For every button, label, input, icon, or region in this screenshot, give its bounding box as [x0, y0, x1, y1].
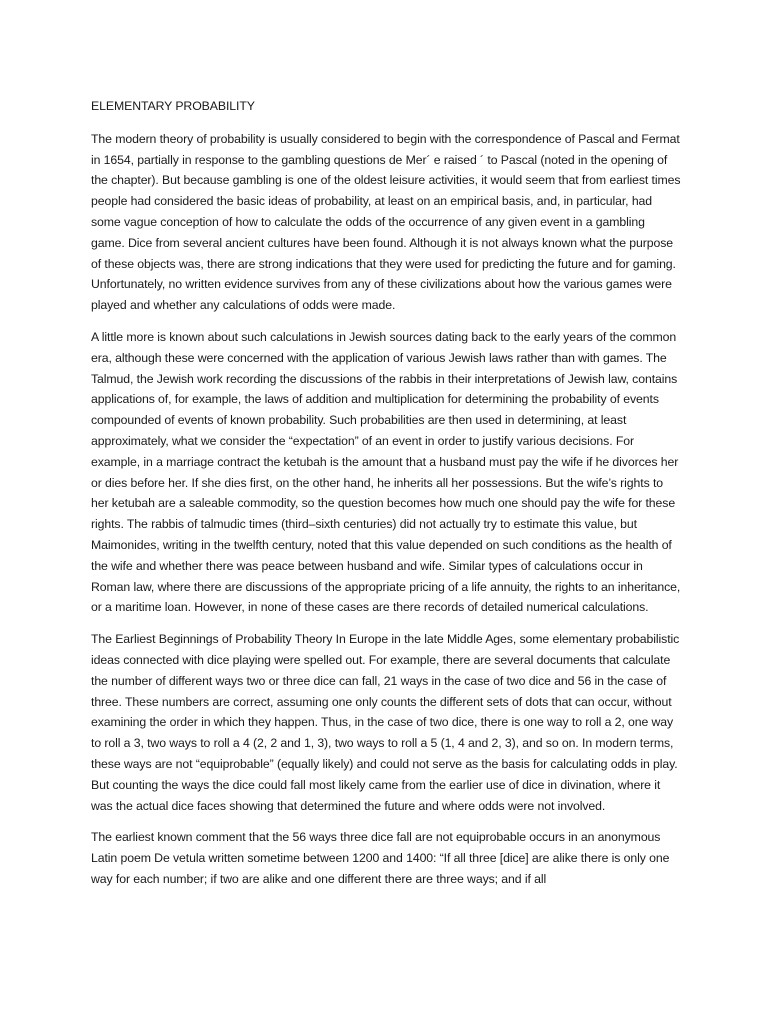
paragraph-earliest-beginnings: The Earliest Beginnings of Probability Theory In Europe in the late Middle Ages, some elementary probabilistic ideas connected with dice playing were spelled out. For example, there are several documents that calculate the number of different ways two or three dice can fall, 21 ways in the case of two dice and 56 in the case of three. These numbers are correct, assuming one only counts the different sets of dots that can occur, without examining the order in which they happen. Thus, in the case of two dice, there is one way to roll a 2, one way to roll a 3, two ways to roll a 4 (2, 2 and 1, 3), two ways to roll a 5 (1, 4 and 2, 3), and so on. In modern terms, these ways are not “equiprobable” (equally likely) and could not serve as the basis for calculating odds in play. But counting the ways the dice could fall most likely came from the earlier use of dice in divination, where it was the actual dice faces showing that determined the future and where odds were not involved.: [91, 632, 680, 813]
paragraph-jewish-sources: A little more is known about such calculations in Jewish sources dating back to the early years of the common era, although these were concerned with the application of various Jewish laws rather than with games. The Talmud, the Jewish work recording the discussions of the rabbis in their interpretations of Jewish law, contains applications of, for example, the laws of addition and multiplication for determining the probability of events compounded of events of known probability. Such probabilities are then used in determining, at least approximately, what we consider the “expectation” of an event in order to justify various decisions. For example, in a marriage contract the ketubah is the amount that a husband must pay the wife if he divorces her or dies before her. If she dies first, on the other hand, he inherits all her possessions. But the wife’s rights to her ketubah are a saleable commodity, so the question becomes how much one should pay the wife for these rights. The rabbis of talmudic times (third–sixth centuries) did not actually try to estimate this value, but Maimonides, writing in the twelfth century, noted that this value depended on such conditions as the health of the wife and whether there was peace between husband and wife. Similar types of calculations occur in Roman law, where there are discussions of the appropriate pricing of a life annuity, the rights to an inheritance, or a maritime loan. However, in none of these cases are there records of detailed numerical calculations.: [91, 329, 681, 615]
document-title: ELEMENTARY PROBABILITY: [91, 99, 255, 113]
document-page: [91, 96, 681, 901]
paragraph-origins: The modern theory of probability is usually considered to begin with the correspondence of Pascal and Fermat in 1654, partially in response to the gambling questions de Mer´ e raised ´ to Pascal (noted in the opening of the chapter). But because gambling is one of the oldest leisure activities, it would seem that from earliest times people had considered the basic ideas of probability, at least on an empirical basis, and, in particular, had some vague conception of how to calculate the odds of the occurrence of any given event in a gambling game. Dice from several ancient cultures have been found. Although it is not always known what the purpose of these objects was, there are strong indications that they were used for predicting the future and for gaming. Unfortunately, no written evidence survives from any of these civilizations about how the various games were played and whether any calculations of odds were made.: [91, 131, 681, 313]
paragraph-de-vetula: The earliest known comment that the 56 ways three dice fall are not equiprobable occurs in an anonymous Latin poem De vetula written sometime between 1200 and 1400: “If all three [dice] are alike there is only one way for each number; if two are alike and one different there are three ways; and if all: [91, 830, 670, 886]
